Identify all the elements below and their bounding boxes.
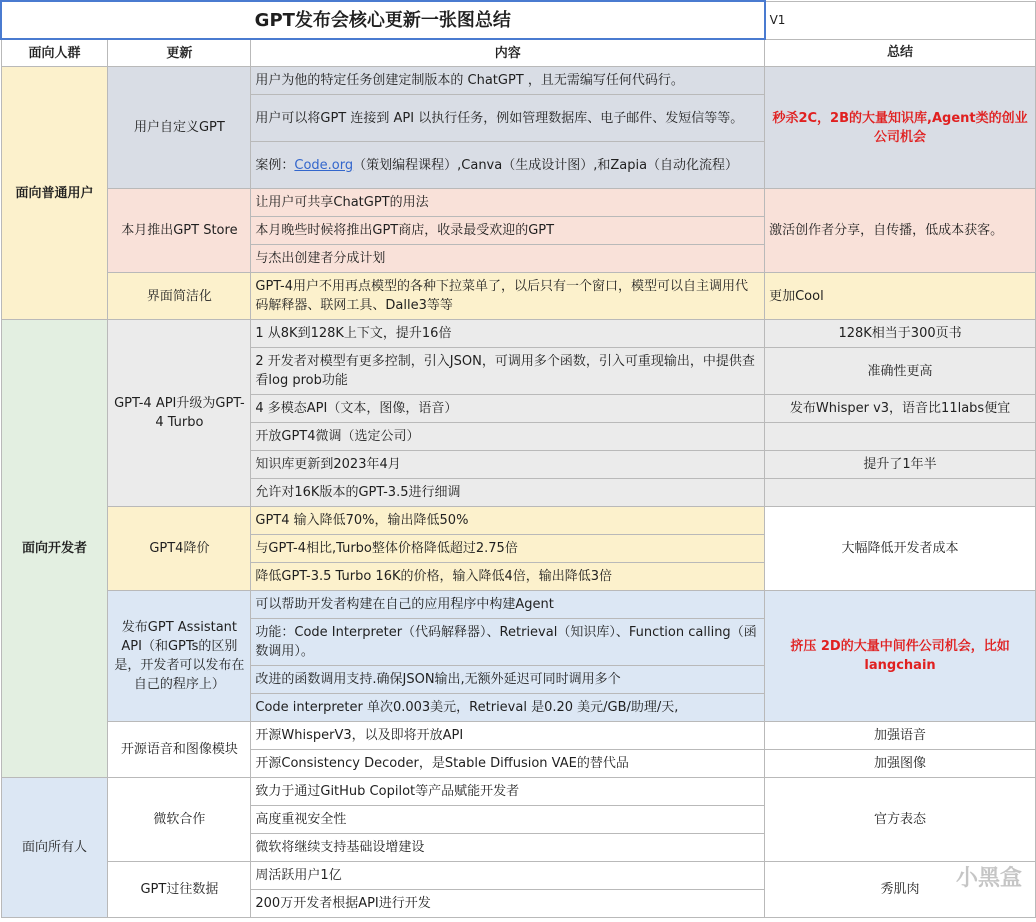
content-cell[interactable]: GPT-4用户不用再点模型的各种下拉菜单了，以后只有一个窗口，模型可以自主调用代码解释器、联网工具、Dalle3等等 bbox=[251, 273, 765, 320]
summary-cell[interactable]: 发布Whisper v3，语音比11labs便宜 bbox=[765, 395, 1036, 423]
summary-cell[interactable]: 加强语音 bbox=[765, 722, 1036, 750]
summary-gpt-store[interactable]: 激活创作者分享，自传播，低成本获客。 bbox=[765, 189, 1036, 273]
header-audience[interactable]: 面向人群 bbox=[1, 39, 108, 67]
header-summary[interactable]: 总结 bbox=[765, 39, 1036, 67]
content-cell[interactable]: 可以帮助开发者构建在自己的应用程序中构建Agent bbox=[251, 591, 765, 619]
case-rest: （策划编程课程）,Canva（生成设计图）,和Zapia（自动化流程） bbox=[353, 157, 739, 173]
content-cell[interactable]: 与GPT-4相比,Turbo整体价格降低超过2.75倍 bbox=[251, 535, 765, 563]
content-cell[interactable]: 开源Consistency Decoder，是Stable Diffusion VAE的替代品 bbox=[251, 750, 765, 778]
summary-custom-gpt[interactable]: 秒杀2C，2B的大量知识库,Agent类的创业公司机会 bbox=[765, 67, 1036, 189]
content-cell[interactable]: 开放GPT4微调（选定公司） bbox=[251, 423, 765, 451]
version-label[interactable]: V1 bbox=[765, 1, 1036, 39]
category-turbo[interactable]: GPT-4 API升级为GPT-4 Turbo bbox=[108, 320, 251, 507]
content-cell[interactable]: 知识库更新到2023年4月 bbox=[251, 451, 765, 479]
case-prefix: 案例： bbox=[255, 157, 295, 173]
audience-general[interactable]: 面向普通用户 bbox=[1, 67, 108, 320]
category-ui[interactable]: 界面简洁化 bbox=[108, 273, 251, 320]
audience-everyone[interactable]: 面向所有人 bbox=[1, 778, 108, 918]
content-cell[interactable]: 2 开发者对模型有更多控制，引入JSON，可调用多个函数，引入可重现输出，中提供查看log prob功能 bbox=[251, 348, 765, 395]
code-org-link[interactable]: Code.org bbox=[294, 157, 354, 173]
category-assistant[interactable]: 发布GPT Assistant API（和GPTs的区别是，开发者可以发布在自己的程序上） bbox=[108, 591, 251, 722]
content-cell[interactable]: 功能：Code Interpreter（代码解释器）、Retrieval（知识库）、Function calling（函数调用）。 bbox=[251, 619, 765, 666]
category-history[interactable]: GPT过往数据 bbox=[108, 862, 251, 918]
category-open-source[interactable]: 开源语音和图像模块 bbox=[108, 722, 251, 778]
summary-cell[interactable]: 准确性更高 bbox=[765, 348, 1036, 395]
category-custom-gpt[interactable]: 用户自定义GPT bbox=[108, 67, 251, 189]
header-update[interactable]: 更新 bbox=[108, 39, 251, 67]
content-cell[interactable]: 让用户可共享ChatGPT的用法 bbox=[251, 189, 765, 217]
summary-microsoft[interactable]: 官方表态 bbox=[765, 778, 1036, 862]
content-cell[interactable]: 降低GPT-3.5 Turbo 16K的价格，输入降低4倍，输出降低3倍 bbox=[251, 563, 765, 591]
content-cell[interactable]: 本月晚些时候将推出GPT商店，收录最受欢迎的GPT bbox=[251, 217, 765, 245]
content-cell[interactable]: 1 从8K到128K上下文，提升16倍 bbox=[251, 320, 765, 348]
summary-history[interactable]: 秀肌肉 bbox=[765, 862, 1036, 918]
summary-cell[interactable] bbox=[765, 423, 1036, 451]
summary-cell[interactable]: 加强图像 bbox=[765, 750, 1036, 778]
content-cell[interactable]: 周活跃用户1亿 bbox=[251, 862, 765, 890]
content-cell[interactable]: 用户为他的特定任务创建定制版本的 ChatGPT ，且无需编写任何代码行。 bbox=[251, 67, 765, 95]
category-microsoft[interactable]: 微软合作 bbox=[108, 778, 251, 862]
content-cell[interactable]: 用户可以将GPT 连接到 API 以执行任务，例如管理数据库、电子邮件、发短信等等。 bbox=[251, 95, 765, 142]
content-cell[interactable]: GPT4 输入降低70%，输出降低50% bbox=[251, 507, 765, 535]
content-cell[interactable]: 允许对16K版本的GPT-3.5进行细调 bbox=[251, 479, 765, 507]
table-title[interactable]: GPT发布会核心更新一张图总结 bbox=[1, 1, 765, 39]
category-gpt-store[interactable]: 本月推出GPT Store bbox=[108, 189, 251, 273]
audience-developers[interactable]: 面向开发者 bbox=[1, 320, 108, 778]
content-cell[interactable]: 高度重视安全性 bbox=[251, 806, 765, 834]
summary-cell[interactable] bbox=[765, 479, 1036, 507]
watermark: 小黑盒 bbox=[955, 866, 1022, 891]
content-cell[interactable]: Code interpreter 单次0.003美元，Retrieval 是0.20 美元/GB/助理/天, bbox=[251, 694, 765, 722]
summary-cell[interactable]: 提升了1年半 bbox=[765, 451, 1036, 479]
content-cell[interactable]: 微软将继续支持基础设增建设 bbox=[251, 834, 765, 862]
summary-cell[interactable]: 128K相当于300页书 bbox=[765, 320, 1036, 348]
summary-ui[interactable]: 更加Cool bbox=[765, 273, 1036, 320]
content-cell[interactable]: 改进的函数调用支持.确保JSON输出,无额外延迟可同时调用多个 bbox=[251, 666, 765, 694]
content-cell[interactable]: 4 多模态API（文本，图像，语音） bbox=[251, 395, 765, 423]
category-price[interactable]: GPT4降价 bbox=[108, 507, 251, 591]
content-cell-case[interactable] bbox=[251, 142, 765, 189]
summary-price[interactable]: 大幅降低开发者成本 bbox=[765, 507, 1036, 591]
content-cell[interactable]: 致力于通过GitHub Copilot等产品赋能开发者 bbox=[251, 778, 765, 806]
content-cell[interactable]: 与杰出创建者分成计划 bbox=[251, 245, 765, 273]
content-cell[interactable]: 开源WhisperV3，以及即将开放API bbox=[251, 722, 765, 750]
content-cell[interactable]: 200万开发者根据API进行开发 bbox=[251, 890, 765, 918]
summary-assistant[interactable]: 挤压 2D的大量中间件公司机会，比如langchain bbox=[765, 591, 1036, 722]
header-content[interactable]: 内容 bbox=[251, 39, 765, 67]
